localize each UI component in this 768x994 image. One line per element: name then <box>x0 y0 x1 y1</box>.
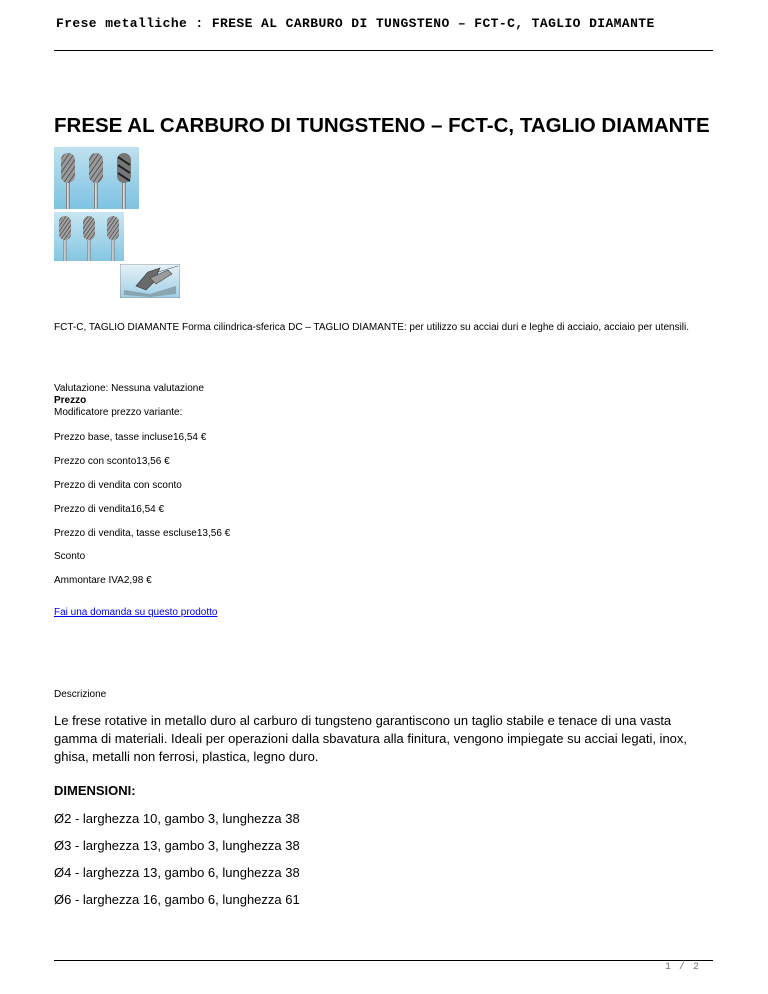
price-line: Prezzo base, tasse incluse16,54 € <box>54 432 207 443</box>
ask-question-link[interactable]: Fai una domanda su questo prodotto <box>54 607 218 618</box>
price-line: Prezzo con sconto13,56 € <box>54 456 170 467</box>
price-line: Ammontare IVA2,98 € <box>54 575 152 586</box>
product-image-burs-small <box>54 212 124 261</box>
page-title: FRESE AL CARBURO DI TUNGSTENO – FCT-C, TAGLIO DIAMANTE <box>54 114 710 137</box>
running-header: Frese metalliche : FRESE AL CARBURO DI TUNGSTENO – FCT-C, TAGLIO DIAMANTE <box>56 16 655 31</box>
price-line: Sconto <box>54 551 86 562</box>
description-label: Descrizione <box>54 689 107 700</box>
product-image-cut-profile <box>120 264 180 298</box>
page-number: 1 / 2 <box>665 962 701 973</box>
price-line: Prezzo di vendita con sconto <box>54 480 182 491</box>
product-intro: FCT-C, TAGLIO DIAMANTE Forma cilindrica-sferica DC – TAGLIO DIAMANTE: per utilizzo su acciai duri e leghe di acciaio, acciaio per utensili. <box>54 322 690 333</box>
rating-text: Valutazione: Nessuna valutazione <box>54 383 204 394</box>
price-heading: Prezzo <box>54 395 87 406</box>
footer-rule <box>54 960 713 961</box>
price-line: Prezzo di vendita, tasse escluse13,56 € <box>54 528 231 539</box>
price-modifier: Modificatore prezzo variante: <box>54 407 183 418</box>
product-description: Le frese rotative in metallo duro al carburo di tungsteno garantiscono un taglio stabile e tenace di una vasta gamma di materiali. Ideali per operazioni dalla sbavatura alla finitura, vengono impiegate su acciai legati, inox, ghisa, metalli non ferrosi, plastica, legno duro. <box>54 713 688 764</box>
dimension-item: Ø6 - larghezza 16, gambo 6, lunghezza 61 <box>54 892 300 907</box>
dimensions-heading: DIMENSIONI: <box>54 783 136 798</box>
dimension-item: Ø2 - larghezza 10, gambo 3, lunghezza 38 <box>54 811 300 826</box>
price-line: Prezzo di vendita16,54 € <box>54 504 165 515</box>
header-rule <box>54 50 713 51</box>
dimension-item: Ø4 - larghezza 13, gambo 6, lunghezza 38 <box>54 865 300 880</box>
dimension-item: Ø3 - larghezza 13, gambo 3, lunghezza 38 <box>54 838 300 853</box>
product-image-burs-large <box>54 147 139 209</box>
